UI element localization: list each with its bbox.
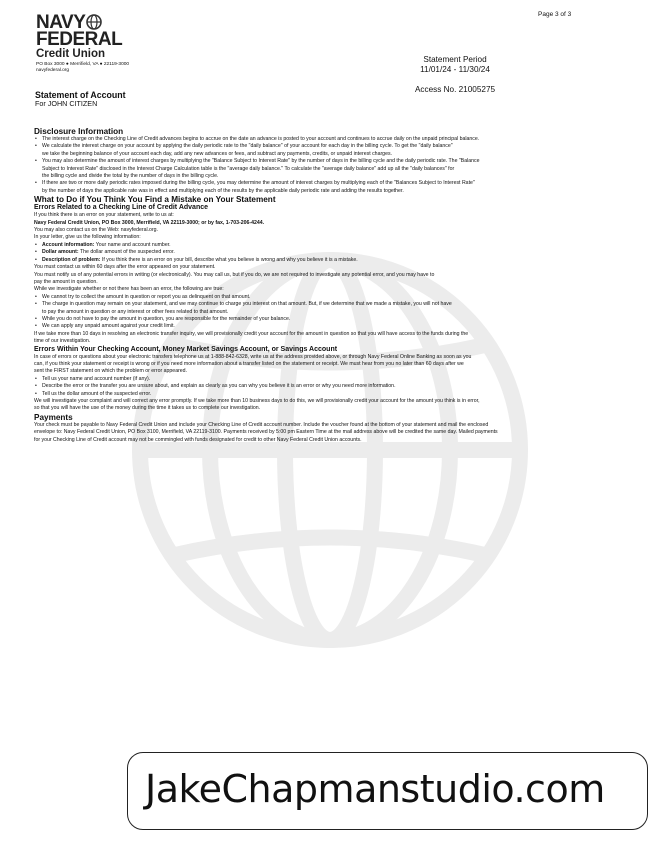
address: PO Box 3000 ● Merrifield, VA ● 22119-3000 [36, 62, 130, 67]
investigate-item: • We can apply any unpaid amount against your credit limit. [34, 323, 604, 330]
checking-item: • Describe the error or the transfer you are unsure about, and explain as clearly as you can why you believe it is an error or why you need more information. [34, 383, 604, 390]
payments-title: Payments [34, 412, 73, 422]
disclosure-item: • You may also determine the amount of interest charges by multiplying the "Balance Subject to Interest Rate" by the number of days in the billing cycle and the daily periodic rate. The "Balance [34, 158, 604, 165]
logo-line-federal: FEDERAL [36, 29, 123, 50]
watermark-banner [127, 752, 648, 830]
statement-period-range: 11/01/24 - 11/30/24 [420, 65, 490, 74]
loc-line: If you think there is an error on your statement, write to us at: [34, 212, 174, 219]
logo-line-navy: NAVY [36, 12, 86, 33]
disclosure-item: • If there are two or more daily periodic rates imposed during the billing cycle, you may determine the amount of interest charges by multiplying each of the "Balances Subject to Interest Rate" [34, 180, 604, 187]
statement-for: For JOHN CITIZEN [35, 99, 98, 108]
disclosure-item: • The interest charge on the Checking Line of Credit advances begins to accrue on the date an advance is posted to your account and continues to accrue daily on the unpaid principal balance. [34, 136, 604, 143]
statement-body [34, 127, 604, 444]
statement-period [380, 55, 530, 75]
checking-errors-title: Errors Within Your Checking Account, Money Market Savings Account, or Savings Account [34, 345, 338, 353]
website: navyfederal.org [36, 68, 70, 73]
checking-after-line: We will investigate your complaint and will correct any error promptly. If we take more than 10 business days to do this, we will provisionally credit your account for the amount you think is in error, [34, 398, 480, 404]
investigate-item: • We cannot try to collect the amount in question or report you as delinquent on that amount. [34, 294, 604, 301]
notify-line: While we investigate whether or not there has been an error, the following are true: [34, 286, 224, 293]
loc-errors-title: Errors Related to a Checking Line of Credit Advance [34, 204, 209, 212]
checking-line: can, if you think your statement or receipt is wrong or if you need more information about a transfer listed on the statement or receipt. We must hear from you no later than 60 days after we [34, 360, 464, 367]
info-label: Description of problem: [42, 256, 101, 263]
disclosure-item-cont: we take the beginning balance of your account each day, add any new advances or fees, and subtract any payments, credits, or unpaid interest charges. [42, 150, 392, 157]
info-item [34, 242, 604, 249]
payments-line: Your check must be payable to Navy Federal Credit Union and include your Checking Line of Credit account number. Include the voucher found at the bottom of your statement and mail the enclosed [34, 421, 489, 428]
notify-line: You must contact us within 60 days after the error appeared on your statement. [34, 264, 216, 271]
info-text: Your name and account number. [94, 241, 171, 248]
payments-line: envelope to: Navy Federal Credit Union, PO Box 3100, Merrifield, VA 22119-3100. Payments received by 5:00 pm Eastern Time at the mail address above will be credited the same day. Mailed payments [34, 429, 498, 436]
logo-line-credit-union: Credit Union [36, 48, 105, 60]
disclosure-item-cont: Subject to Interest Rate" disclosed in the Interest Charge Calculation table is the "average daily balance." To calculate the "average daily balance" add up all the "daily balances" for [42, 165, 455, 172]
checking-line: In case of errors or questions about your electronic transfers telephone us at 1-888-842-6328, write us at the address provided above, or through Navy Federal Online Banking as soon as you [34, 353, 472, 360]
loc-line: You may also contact us on the Web: navyfederal.org. [34, 227, 158, 234]
statement-period-label: Statement Period [423, 55, 487, 64]
info-item [34, 249, 604, 256]
investigate-item: • While you do not have to pay the amount in question, you are responsible for the remainder of your balance. [34, 316, 604, 323]
info-text: If you think there is an error on your bill, describe what you believe is wrong and why you believe it is a mistake. [100, 256, 358, 263]
page-number: Page 3 of 3 [538, 11, 572, 18]
watermark-banner-text: JakeChapmanstudio.com [145, 767, 605, 811]
navy-federal-logo [36, 14, 126, 60]
mistake-title: What to Do if You Think You Find a Mistake on Your Statement [34, 195, 276, 205]
info-item [34, 257, 604, 264]
globe-logo-icon [86, 14, 102, 30]
info-label: Dollar amount: [42, 249, 79, 256]
transfer-line: If we take more than 10 days in resolving an electronic transfer inquiry, we will provisionally credit your account for the amount in question so that you will have access to the funds during the [34, 330, 469, 337]
notify-line: pay the amount in question. [34, 278, 98, 285]
disclosure-title: Disclosure Information [34, 127, 124, 136]
access-number: Access No. 21005275 [414, 85, 496, 94]
investigate-item: • The charge in question may remain on your statement, and we may continue to charge you interest on that amount. But, if we determine that we made a mistake, you will not have [34, 301, 604, 308]
payments-line: for your Checking Line of Credit account may not be commingled with funds designated for credit to other Navy Federal Credit Union accounts. [34, 436, 362, 443]
checking-after-line: so that you will have the use of the money during the time it takes us to complete our investigation. [34, 405, 261, 412]
transfer-line: time of our investigation. [34, 338, 91, 345]
disclosure-item: • We calculate the interest charge on your account by applying the daily periodic rate to the "daily balance" of your account for each day in the billing cycle. To get the "daily balance" [34, 143, 604, 150]
statement-title: Statement of Account [35, 90, 126, 100]
checking-item: • Tell us your name and account number (if any). [34, 376, 604, 383]
notify-line: You must notify us of any potential errors in writing (or electronically). You may call us, but if you do, we are not required to investigate any potential error, and you may have to [34, 271, 435, 278]
loc-line: In your letter, give us the following information: [34, 234, 141, 241]
loc-address: Navy Federal Credit Union, PO Box 3000, Merrifield, VA 22119-3000; or by fax, 1-703-206-4244. [34, 219, 265, 226]
checking-item: • Tell us the dollar amount of the suspected error. [34, 391, 604, 398]
disclosure-item-cont: the billing cycle and divide the total by the number of days in the billing cycle. [42, 173, 219, 180]
investigate-item-cont: to pay the amount in question or any interest or other fees related to that amount. [42, 308, 229, 315]
checking-line: sent the FIRST statement on which the problem or error appeared. [34, 368, 188, 375]
info-text: The dollar amount of the suspected error. [78, 249, 175, 256]
disclosure-item-cont: by the number of days the applicable rate was in effect and multiplying each of the results by the applicable daily periodic rate and adding the results together. [42, 187, 404, 194]
info-label: Account information: [42, 241, 95, 248]
